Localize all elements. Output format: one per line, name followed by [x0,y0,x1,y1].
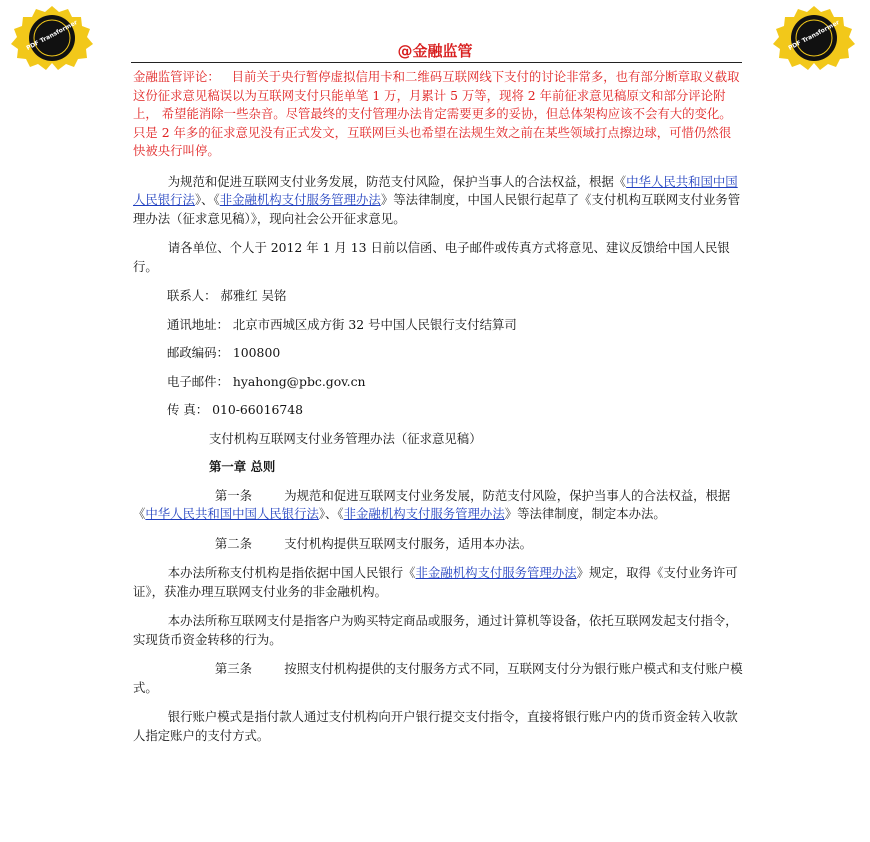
contact-label: 联系人： [167,288,217,303]
pdf-transformer-stamp-right[interactable] [764,4,864,72]
link-pboc-law[interactable]: 中华人民共和国中国人民银行法 [145,506,319,521]
contact-value: 010-66016748 [212,402,303,417]
document-body [133,68,743,756]
article-text: 》、《 [318,506,344,521]
article-number: 第一条 [214,487,252,503]
link-nonfinancial-payment-rules[interactable]: 非金融机构支付服务管理办法 [219,192,381,207]
article-text: 》等法律制度，制定本办法。 [504,506,666,521]
link-pboc-law[interactable]: 中华人民共和国中国人民银行法 [133,173,738,207]
article-3 [133,660,743,697]
editor-comment [133,68,743,161]
article-number: 第二条 [214,535,252,551]
intro-text-3: 》等法律制度，中国人民银行起草了《支付机构互联网支付业务管理办法（征求意见稿）》，现向社会公开征求意见。 [133,192,741,226]
stamp-text: PDF Transformer [787,19,841,52]
contact-value: 北京市西城区成方街 32 号中国人民银行支付结算司 [232,316,517,332]
document-title: 支付机构互联网支付业务管理办法（征求意见稿） [209,430,482,446]
comment-label: 金融监管评论： [133,69,220,84]
contact-person [133,287,743,306]
contact-postcode [133,344,743,363]
contact-label: 通讯地址： [167,316,229,332]
header-divider [131,62,742,63]
paragraph-text: 本办法所称支付机构是指依据中国人民银行《 [167,565,416,580]
contact-label: 电子邮件： [167,373,229,389]
contact-label: 邮政编码： [167,345,229,360]
intro-text-1: 为规范和促进互联网支付业务发展，防范支付风险，保护当事人的合法权益，根据《 [167,173,627,189]
comment-text: 目前关于央行暂停虚拟信用卡和二维码互联网线下支付的讨论非常多，也有部分断章取义截取这份征求意见稿误以为互联网支付只能单笔 1 万，月累计 5 万等，现将 2 年前征求意见稿原文和部分评论附上， 希望能消除一些杂音。尽管最终的支付管理办法肯定需要更多的妥协，但总体架构应该不会有大的变化。只是 2 年多的征求意见没有正式发文，互联网巨头也希望在法规生效之前在某些领域打点擦边球，可惜仍然很快被央行叫停。 [133,69,740,158]
contact-value: 100800 [232,345,281,360]
page-header-title: @金融监管 [397,42,473,60]
email-address[interactable]: hyahong@pbc.gov.cn [232,373,366,389]
institution-definition [133,564,743,601]
chapter-heading: 第一章 总则 [209,459,276,474]
paragraph-text: 》规定，取得《支付业务许可证》，获准办理互联网支付业务的非金融机构。 [133,565,738,599]
article-number: 第三条 [214,661,252,676]
contact-email [133,373,743,392]
stamp-text: PDF Transformer [25,19,79,52]
pdf-transformer-stamp-left[interactable] [2,4,102,72]
contact-label: 传 真： [167,402,209,417]
intro-text-2: 》、《 [194,192,220,207]
article-text: 按照支付机构提供的支付服务方式不同，互联网支付分为银行账户模式和支付账户模式。 [133,661,743,695]
article-1 [133,487,743,524]
article-2 [133,535,743,554]
contact-address [133,316,743,335]
link-nonfinancial-payment-rules[interactable]: 非金融机构支付服务管理办法 [415,565,577,580]
bank-account-mode-definition: 银行账户模式是指付款人通过支付机构向开户银行提交支付指令，直接将银行账户内的货币资金转入收款人指定账户的支付方式。 [133,709,738,743]
intro-paragraph [133,173,743,229]
contact-value: 郝雅红 吴铭 [220,288,287,303]
article-text: 支付机构提供互联网支付服务，适用本办法。 [284,535,533,551]
link-nonfinancial-payment-rules[interactable]: 非金融机构支付服务管理办法 [343,506,505,521]
article-text: 为规范和促进互联网支付业务发展，防范支付风险，保护当事人的合法权益，根据《 [133,487,731,521]
internet-payment-definition: 本办法所称互联网支付是指客户为购买特定商品或服务，通过计算机等设备，依托互联网发起支付指令，实现货币资金转移的行为。 [133,613,738,647]
feedback-request: 请各单位、个人于 2012 年 1 月 13 日前以信函、电子邮件或传真方式将意见、建议反馈给中国人民银行。 [133,240,730,274]
contact-fax [133,401,743,420]
